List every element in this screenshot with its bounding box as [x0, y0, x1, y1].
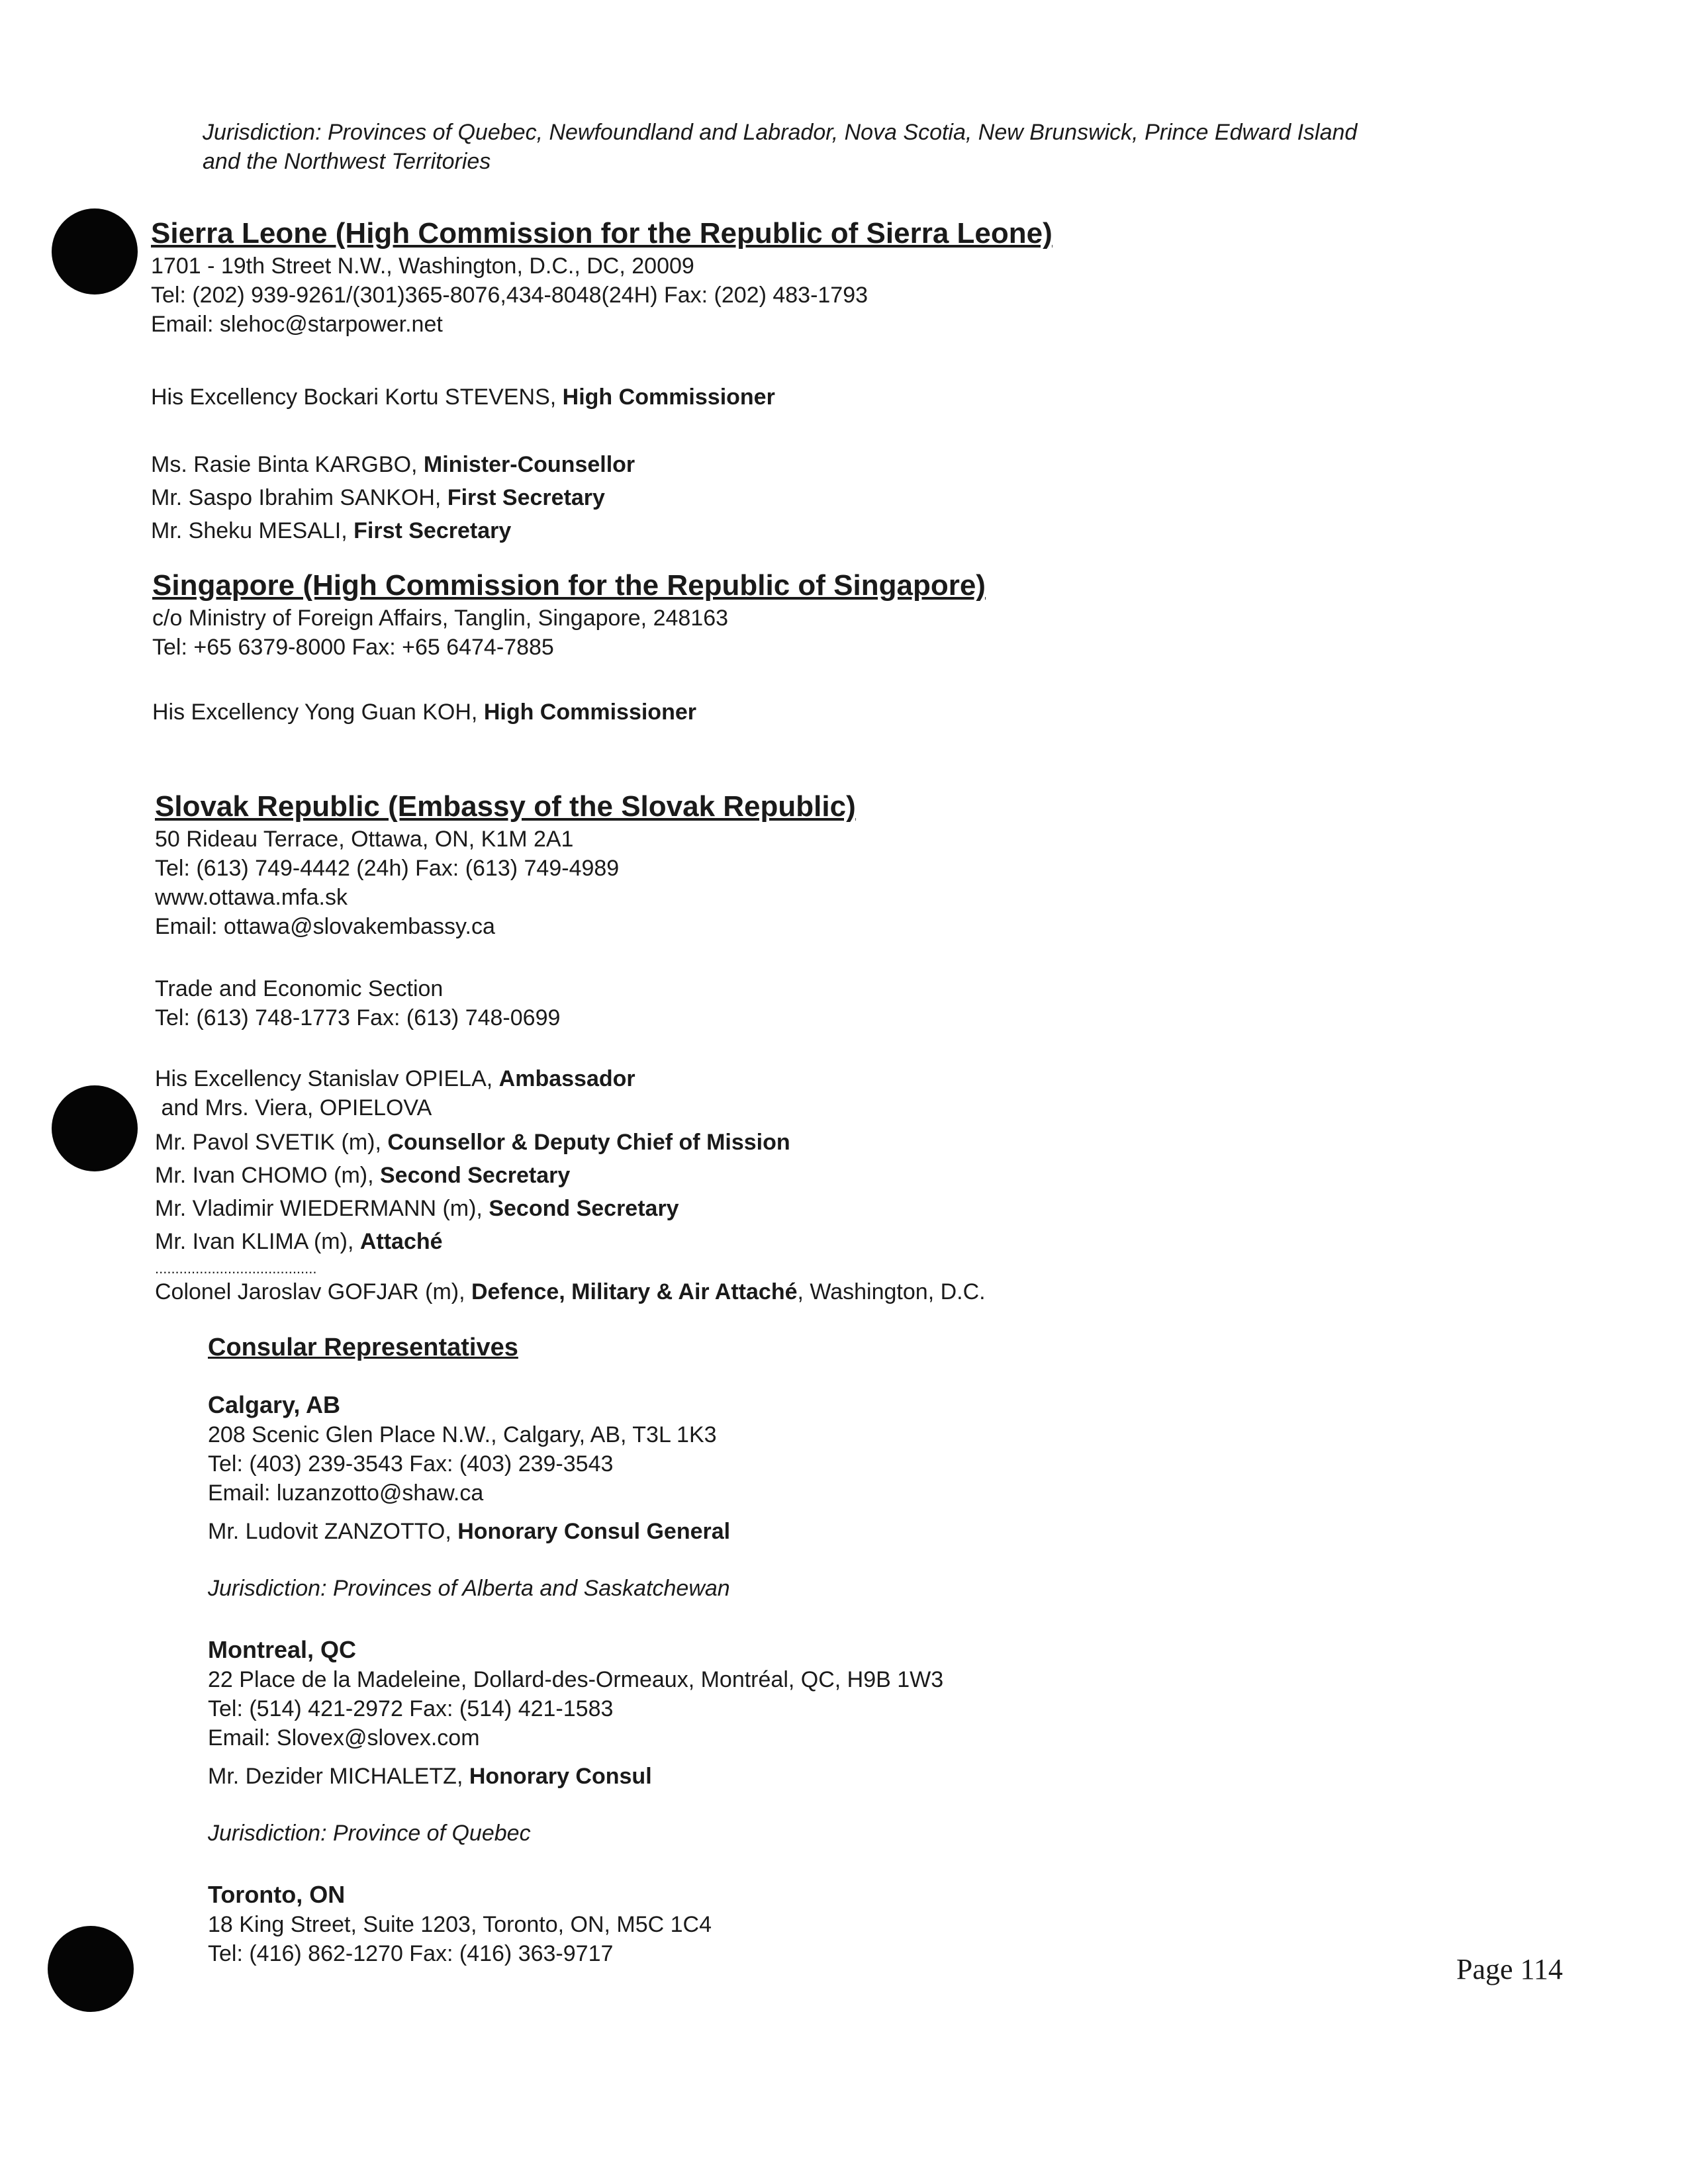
- consulate-tel: Tel: (403) 239-3543 Fax: (403) 239-3543: [208, 1451, 614, 1477]
- singapore-address: c/o Ministry of Foreign Affairs, Tanglin, Singapore, 248163: [152, 606, 729, 631]
- sierra-leone-tel: Tel: (202) 939-9261/(301)365-8076,434-8048(24H) Fax: (202) 483-1793: [151, 283, 868, 308]
- trade-section-tel: Tel: (613) 748-1773 Fax: (613) 748-0699: [155, 1005, 561, 1030]
- ambassador-entry: His Excellency Stanislav OPIELA, Ambassador: [155, 1066, 635, 1091]
- consulate-jurisdiction: Jurisdiction: Provinces of Alberta and Saskatchewan: [208, 1576, 730, 1601]
- sierra-leone-email: Email: slehoc@starpower.net: [151, 312, 443, 337]
- consular-heading: Consular Representatives: [208, 1334, 518, 1361]
- page-number: Page 114: [1456, 1953, 1563, 1985]
- sierra-leone-address: 1701 - 19th Street N.W., Washington, D.C., DC, 20009: [151, 253, 694, 279]
- consulate-city: Montreal, QC: [208, 1636, 357, 1663]
- slovakia-email: Email: ottawa@slovakembassy.ca: [155, 914, 495, 939]
- sierra-leone-section: [151, 216, 1053, 545]
- slovakia-tel: Tel: (613) 749-4442 (24h) Fax: (613) 749-4989: [155, 856, 620, 881]
- consulate-address: 208 Scenic Glen Place N.W., Calgary, AB, T3L 1K3: [208, 1422, 717, 1447]
- staff-entry: Mr. Pavol SVETIK (m), Counsellor & Deputy Chief of Mission: [155, 1130, 790, 1155]
- staff-entry: Mr. Sheku MESALI, First Secretary: [151, 518, 512, 543]
- punch-hole-top: [52, 208, 138, 295]
- slovakia-heading: Slovak Republic (Embassy of the Slovak Republic): [155, 790, 856, 823]
- consul-entry: Mr. Ludovit ZANZOTTO, Honorary Consul General: [208, 1519, 731, 1544]
- trade-section-title: Trade and Economic Section: [155, 976, 444, 1001]
- staff-entry: His Excellency Bockari Kortu STEVENS, High Commissioner: [151, 385, 775, 410]
- consulate-tel: Tel: (416) 862-1270 Fax: (416) 363-9717: [208, 1941, 614, 1966]
- consulate-tel: Tel: (514) 421-2972 Fax: (514) 421-1583: [208, 1696, 614, 1721]
- staff-entry: His Excellency Yong Guan KOH, High Commissioner: [152, 700, 696, 725]
- staff-entry: Mr. Ivan CHOMO (m), Second Secretary: [155, 1163, 571, 1188]
- consul-entry: Mr. Dezider MICHALETZ, Honorary Consul: [208, 1764, 652, 1789]
- consulate-toronto: [208, 1880, 943, 1968]
- punch-hole-middle: [52, 1085, 138, 1171]
- singapore-tel: Tel: +65 6379-8000 Fax: +65 6474-7885: [152, 635, 554, 660]
- consulate-calgary: [208, 1390, 943, 1603]
- staff-entry: Mr. Ivan KLIMA (m), Attaché: [155, 1229, 443, 1254]
- jurisdiction-line-1: Jurisdiction: Provinces of Quebec, Newfoundland and Labrador, Nova Scotia, New Brunswick, Prince Edward Island: [203, 120, 1358, 145]
- consulate-address: 18 King Street, Suite 1203, Toronto, ON, M5C 1C4: [208, 1912, 712, 1937]
- consulate-email: Email: luzanzotto@shaw.ca: [208, 1480, 484, 1506]
- consulate-montreal: [208, 1635, 943, 1848]
- consular-representatives: [208, 1332, 943, 1968]
- staff-entry: Mr. Saspo Ibrahim SANKOH, First Secretary: [151, 485, 605, 510]
- consulate-city: Toronto, ON: [208, 1881, 346, 1908]
- slovakia-section: [155, 789, 986, 1306]
- consulate-address: 22 Place de la Madeleine, Dollard-des-Ormeaux, Montréal, QC, H9B 1W3: [208, 1667, 944, 1692]
- jurisdiction-line-2: and the Northwest Territories: [203, 149, 491, 174]
- consulate-jurisdiction: Jurisdiction: Province of Quebec: [208, 1821, 531, 1846]
- staff-entry: Mr. Vladimir WIEDERMANN (m), Second Secretary: [155, 1196, 679, 1221]
- dotted-separator: ........................................: [155, 1260, 317, 1277]
- slovakia-address: 50 Rideau Terrace, Ottawa, ON, K1M 2A1: [155, 827, 574, 852]
- consulate-email: Email: Slovex@slovex.com: [208, 1725, 480, 1751]
- previous-jurisdiction: [203, 118, 1357, 176]
- consulate-city: Calgary, AB: [208, 1391, 341, 1418]
- singapore-section: [152, 568, 986, 727]
- slovakia-website: www.ottawa.mfa.sk: [155, 885, 348, 910]
- punch-hole-bottom: [48, 1926, 134, 2012]
- ambassador-spouse: and Mrs. Viera, OPIELOVA: [155, 1095, 432, 1120]
- defence-attache-entry: Colonel Jaroslav GOFJAR (m), Defence, Military & Air Attaché, Washington, D.C.: [155, 1279, 986, 1304]
- singapore-heading: Singapore (High Commission for the Republic of Singapore): [152, 569, 986, 602]
- staff-entry: Ms. Rasie Binta KARGBO, Minister-Counsellor: [151, 452, 635, 477]
- sierra-leone-heading: Sierra Leone (High Commission for the Republic of Sierra Leone): [151, 217, 1053, 250]
